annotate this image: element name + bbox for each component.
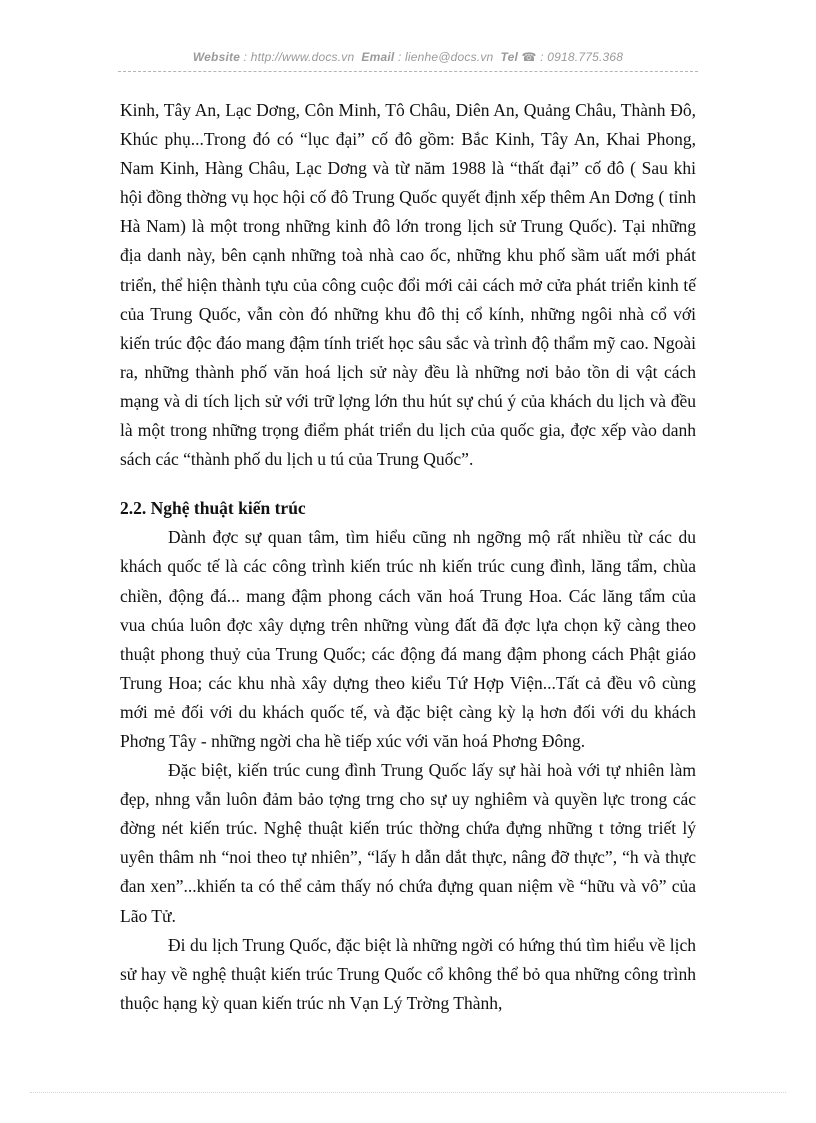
page-header: [0, 50, 816, 64]
tel-label: Tel: [500, 50, 518, 64]
email-address[interactable]: : lienhe@docs.vn: [397, 50, 494, 64]
footer-divider: [30, 1092, 786, 1093]
paragraph-continued: Kinh, Tây An, Lạc Dơng, Côn Minh, Tô Châu, Diên An, Quảng Châu, Thành Đô, Khúc phụ...Trong đó có “lục đại” cố đô gồm: Bắc Kinh, Tây An, Khai Phong, Nam Kinh, Hàng Châu, Lạc Dơng và từ năm 1988 là “thất đại” cố đô ( Sau khi hội đồng thờng vụ học hội cố đô Trung Quốc quyết định xếp thêm An Dơng ( tỉnh Hà Nam) là một trong những kinh đô lớn trong lịch sử Trung Quốc). Tại những địa danh này, bên cạnh những toà nhà cao ốc, những khu phố sầm uất mới phát triển, thể hiện thành tựu của công cuộc đổi mới cải cách mở cửa phát triển kinh tế của Trung Quốc, vẫn còn đó những khu đô thị cổ kính, những ngôi nhà cổ với kiến trúc độc đáo mang đậm tính triết học sâu sắc và trình độ thẩm mỹ cao. Ngoài ra, những thành phố văn hoá lịch sử này đều là những nơi bảo tồn di vật cách mạng và di tích lịch sử với trữ lợng lớn thu hút sự chú ý của khách du lịch và đều là một trong những trọng điểm phát triển du lịch của quốc gia, đợc xếp vào danh sách các “thành phố du lịch u tú của Trung Quốc”.: [120, 100, 696, 470]
website-url[interactable]: : http://www.docs.vn: [243, 50, 355, 64]
header-divider: [118, 71, 698, 72]
tel-number: ☎ : 0918.775.368: [521, 50, 624, 64]
paragraph-travel-wonders: Đi du lịch Trung Quốc, đặc biệt là những ngời có hứng thú tìm hiểu về lịch sử hay về nghệ thuật kiến trúc Trung Quốc cổ không thể bỏ qua những công trình thuộc hạng kỳ quan kiến trúc nh Vạn Lý Trờng Thành,: [120, 934, 696, 1013]
paragraph-architecture-intro: Dành đợc sự quan tâm, tìm hiểu cũng nh ngỡng mộ rất nhiều từ các du khách quốc tế là các công trình kiến trúc nh kiến trúc cung đình, lăng tẩm, chùa chiền, động đá... mang đậm phong cách văn hoá Trung Hoa. Các lăng tẩm của vua chúa luôn đợc xây dựng trên những vùng đất đã đợc lựa chọn kỹ càng theo thuật phong thuỷ của Trung Quốc; các động đá mang đậm phong cách Phật giáo Trung Hoa; các khu nhà xây dựng theo kiểu Tứ Hợp Viện...Tất cả đều vô cùng mới mẻ đối với du khách quốc tế, và đặc biệt càng kỳ lạ hơn đối với du khách Phơng Tây - những ngời cha hề tiếp xúc với văn hoá Phơng Đông.: [120, 527, 696, 751]
paragraph-palace-architecture: Đặc biệt, kiến trúc cung đình Trung Quốc lấy sự hài hoà với tự nhiên làm đẹp, nhng vẫn luôn đảm bảo tợng trng cho sự uy nghiêm và quyền lực trong các đờng nét kiến trúc. Nghệ thuật kiến trúc thờng chứa đựng những t tởng triết lý uyên thâm nh “noi theo tự nhiên”, “lấy h dẫn dắt thực, nâng đỡ thực”, “h và thực đan xen”...khiến ta có thể cảm thấy nó chứa đựng quan niệm về “hữu và vô” của Lão Tử.: [120, 760, 696, 926]
website-label: Website: [192, 50, 241, 64]
section-heading: 2.2. Nghệ thuật kiến trúc: [120, 498, 306, 519]
email-label: Email: [361, 50, 395, 64]
document-body: [120, 96, 696, 1018]
